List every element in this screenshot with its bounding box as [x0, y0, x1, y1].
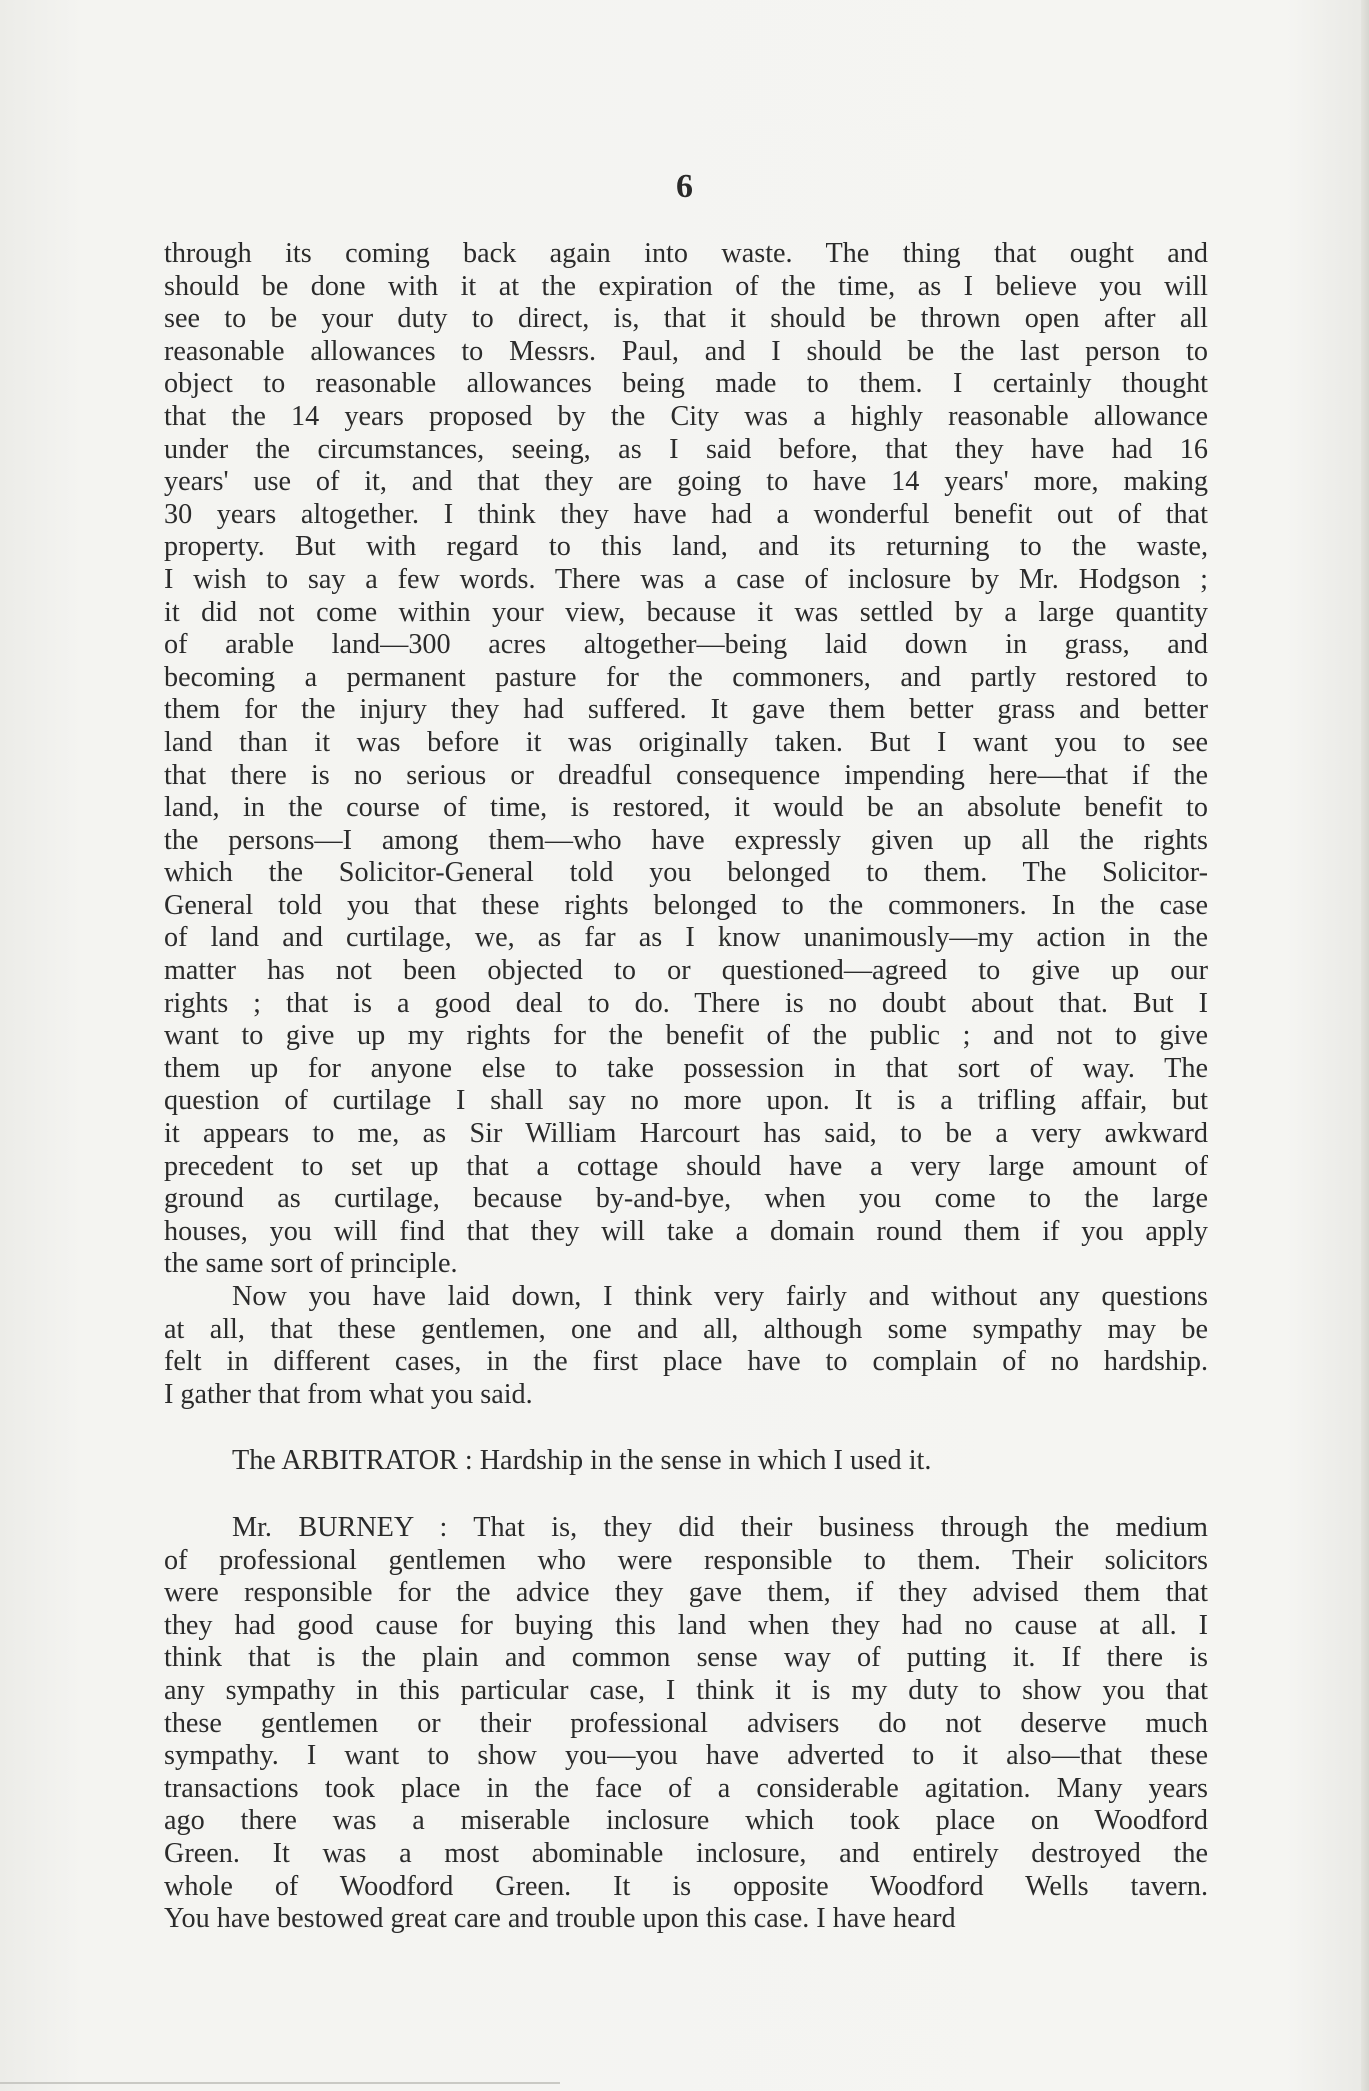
text-line: the same sort of principle.: [164, 1248, 458, 1280]
text-line: reasonable allowances to Messrs. Paul, and I should be the last person to: [164, 335, 1208, 367]
body-text: [164, 238, 1208, 1936]
text-line: of land and curtilage, we, as far as I know unanimously—my action in the: [164, 922, 1208, 954]
text-line: under the circumstances, seeing, as I said before, that they have had 16: [164, 433, 1208, 465]
text-line: whole of Woodford Green. It is opposite Woodford Wells tavern.: [164, 1870, 1208, 1902]
text-line: them for the injury they had suffered. It gave them better grass and better: [164, 694, 1208, 726]
text-line: at all, that these gentlemen, one and all, although some sympathy may be: [164, 1313, 1208, 1345]
text-line: property. But with regard to this land, and its returning to the waste,: [164, 531, 1208, 563]
text-line: these gentlemen or their professional advisers do not deserve much: [164, 1707, 1208, 1739]
text-line: 30 years altogether. I think they have had a wonderful benefit out of that: [164, 498, 1208, 530]
text-line: want to give up my rights for the benefit of the public ; and not to give: [164, 1020, 1208, 1052]
text-line: years' use of it, and that they are going to have 14 years' more, making: [164, 466, 1208, 498]
paragraph-now-you-have: [164, 1281, 1208, 1411]
paragraph-gap: [164, 1411, 1208, 1445]
text-line: the persons—I among them—who have expressly given up all the rights: [164, 824, 1208, 856]
text-line: rights ; that is a good deal to do. There is no doubt about that. But I: [164, 987, 1208, 1019]
page-edge-shadow: [1361, 0, 1369, 2091]
text-line: The ARBITRATOR : Hardship in the sense in which I used it.: [232, 1445, 932, 1477]
text-line: which the Solicitor-General told you belonged to them. The Solicitor-: [164, 857, 1208, 889]
text-line: becoming a permanent pasture for the commoners, and partly restored to: [164, 661, 1208, 693]
text-line: land, in the course of time, is restored, it would be an absolute benefit to: [164, 792, 1208, 824]
text-line: it did not come within your view, because it was settled by a large quantity: [164, 596, 1208, 628]
text-line: ago there was a miserable inclosure which took place on Woodford: [164, 1805, 1208, 1837]
text-line: they had good cause for buying this land when they had no cause at all. I: [164, 1609, 1208, 1641]
text-line: precedent to set up that a cottage should have a very large amount of: [164, 1150, 1208, 1182]
text-line: that there is no serious or dreadful consequence impending here—that if the: [164, 759, 1208, 791]
text-line: Now you have laid down, I think very fairly and without any questions: [232, 1281, 1208, 1312]
text-line: see to be your duty to direct, is, that it should be thrown open after all: [164, 303, 1208, 335]
paragraph-continuation: [164, 238, 1208, 1281]
text-line: I gather that from what you said.: [164, 1378, 533, 1410]
text-line: object to reasonable allowances being made to them. I certainly thought: [164, 368, 1208, 400]
text-line: I wish to say a few words. There was a case of inclosure by Mr. Hodgson ;: [164, 563, 1208, 595]
paragraph-arbitrator: [164, 1445, 1208, 1478]
text-line: of professional gentlemen who were responsible to them. Their solicitors: [164, 1544, 1208, 1576]
text-line: transactions took place in the face of a considerable agitation. Many years: [164, 1772, 1208, 1804]
text-line: Green. It was a most abominable inclosure, and entirely destroyed the: [164, 1837, 1208, 1869]
text-line: You have bestowed great care and trouble upon this case. I have heard: [164, 1903, 956, 1935]
text-line: any sympathy in this particular case, I think it is my duty to show you that: [164, 1674, 1208, 1706]
text-line: them up for anyone else to take possession in that sort of way. The: [164, 1052, 1208, 1084]
text-line: should be done with it at the expiration of the time, as I believe you will: [164, 270, 1208, 302]
text-line: General told you that these rights belonged to the commoners. In the case: [164, 889, 1208, 921]
text-line: ground as curtilage, because by-and-bye, when you come to the large: [164, 1183, 1208, 1215]
text-line: Mr. BURNEY : That is, they did their business through the medium: [232, 1511, 1208, 1543]
text-line: through its coming back again into waste. The thing that ought and: [164, 238, 1208, 269]
text-line: felt in different cases, in the first place have to complain of no hardship.: [164, 1346, 1208, 1378]
paragraph-burney: [164, 1512, 1208, 1936]
text-line: sympathy. I want to show you—you have adverted to it also—that these: [164, 1740, 1208, 1772]
text-line: land than it was before it was originally taken. But I want you to see: [164, 726, 1208, 758]
bottom-edge-line: [0, 2082, 560, 2084]
text-line: question of curtilage I shall say no more upon. It is a trifling affair, but: [164, 1085, 1208, 1117]
text-line: houses, you will find that they will take a domain round them if you apply: [164, 1215, 1208, 1247]
text-line: were responsible for the advice they gave them, if they advised them that: [164, 1577, 1208, 1609]
text-line: of arable land—300 acres altogether—being laid down in grass, and: [164, 629, 1208, 661]
text-line: that the 14 years proposed by the City was a highly reasonable allowance: [164, 400, 1208, 432]
page-number: 6: [676, 168, 693, 205]
text-line: matter has not been objected to or questioned—agreed to give up our: [164, 955, 1208, 987]
text-line: think that is the plain and common sense way of putting it. If there is: [164, 1642, 1208, 1674]
paragraph-gap: [164, 1478, 1208, 1512]
text-line: it appears to me, as Sir William Harcourt has said, to be a very awkward: [164, 1118, 1208, 1150]
